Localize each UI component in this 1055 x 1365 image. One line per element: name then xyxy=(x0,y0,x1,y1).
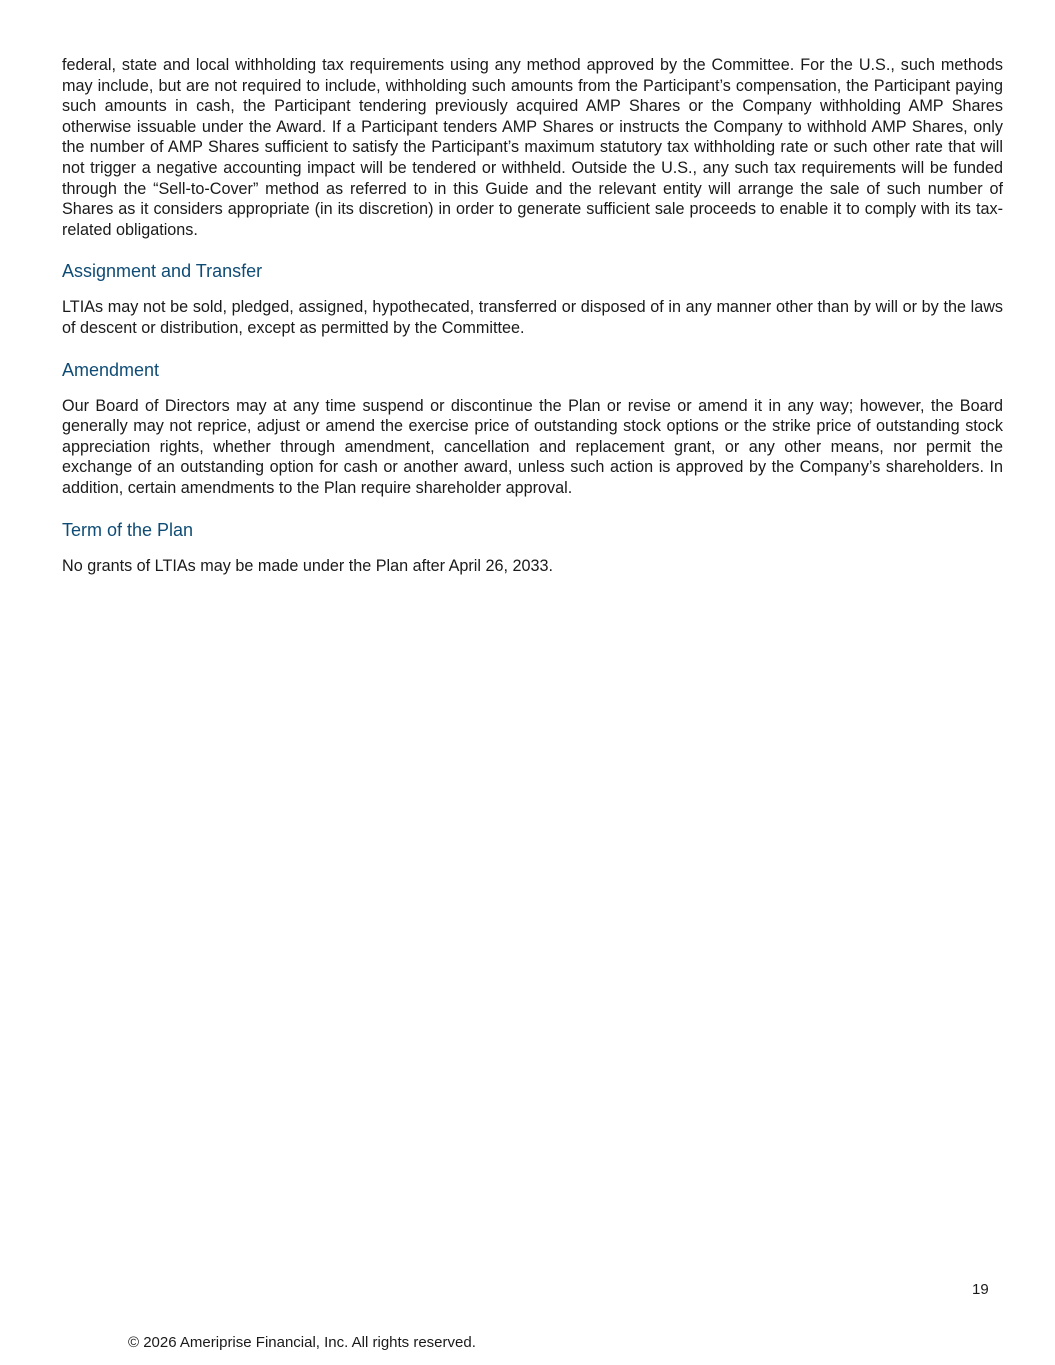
term-of-plan-heading: Term of the Plan xyxy=(62,519,194,540)
amendment-heading: Amendment xyxy=(62,359,160,380)
tax-withholding-paragraph: federal, state and local withholding tax requirements using any method approved by the Committee. For the U.S., such methods may include, but are not required to include, withholding such amounts from the Participant’s compensation, the Participant paying such amounts in cash, the Participant tendering previously acquired AMP Shares or the Company withholding AMP Shares otherwise issuable under the Award. If a Participant tenders AMP Shares or instructs the Company to withhold AMP Shares, only the number of AMP Shares sufficient to satisfy the Participant’s maximum statutory tax withholding rate or such other rate that will not trigger a negative accounting impact will be tendered or withheld. Outside the U.S., any such tax requirements will be funded through the “Sell-to-Cover” method as referred to in this Guide and the relevant entity will arrange the sale of such number of Shares as it considers appropriate (in its discretion) in order to generate sufficient sale proceeds to enable it to comply with its tax-related obligations. xyxy=(62,56,1003,239)
term-of-plan-paragraph: No grants of LTIAs may be made under the Plan after April 26, 2033. xyxy=(62,556,553,575)
copyright-footer: © 2026 Ameriprise Financial, Inc. All rights reserved. xyxy=(128,1334,476,1351)
page-number: 19 xyxy=(972,1281,989,1298)
assignment-transfer-paragraph: LTIAs may not be sold, pledged, assigned, hypothecated, transferred or disposed of in any manner other than by will or by the laws of descent or distribution, except as permitted by the Committee. xyxy=(62,298,1003,337)
document-body xyxy=(62,55,1003,576)
amendment-paragraph: Our Board of Directors may at any time suspend or discontinue the Plan or revise or amend it in any way; however, the Board generally may not reprice, adjust or amend the exercise price of outstanding stock options or the strike price of outstanding stock appreciation rights, whether through amendment, cancellation and replacement grant, or any other means, nor permit the exchange of an outstanding option for cash or another award, unless such action is approved by the Company’s shareholders. In addition, certain amendments to the Plan require shareholder approval. xyxy=(62,396,1003,497)
assignment-transfer-heading: Assignment and Transfer xyxy=(62,261,263,282)
